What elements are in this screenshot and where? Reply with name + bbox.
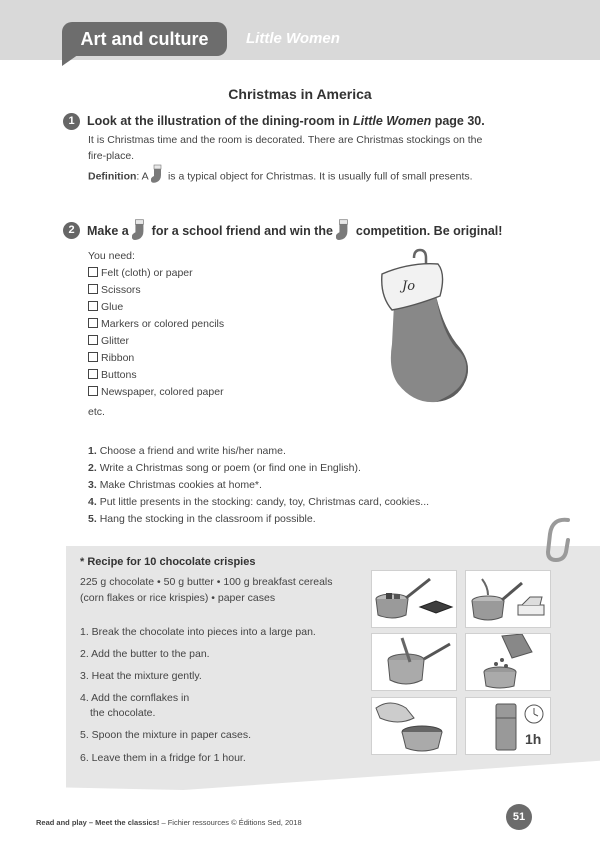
list-item: Newspaper, colored paper — [88, 384, 224, 401]
you-need-label: You need: — [88, 250, 135, 262]
definition-line: Definition: A is a typical object for Christmas. It is usually full of small presents. — [88, 164, 473, 189]
checkbox-icon — [88, 386, 98, 396]
steps-list — [88, 443, 429, 528]
paperclip-icon — [538, 516, 582, 566]
list-item: Felt (cloth) or paper — [88, 265, 224, 282]
list-item: 2. Write a Christmas song or poem (or find one in English). — [88, 462, 361, 474]
recipe-step: 3. Heat the mixture gently. — [80, 670, 202, 682]
stocking-name: Jo — [402, 279, 416, 294]
recipe-step-continued: the chocolate. — [90, 707, 156, 719]
section-tag: Art and culture — [62, 22, 227, 56]
picture-add-cornflakes — [465, 633, 551, 691]
list-item: Ribbon — [88, 350, 224, 367]
list-item: 1. Choose a friend and write his/her name. — [88, 445, 286, 457]
page-title: Christmas in America — [228, 86, 372, 102]
checkbox-icon — [88, 301, 98, 311]
exercise-1-heading: Look at the illustration of the dining-room in Little Women page 30. — [87, 114, 485, 128]
list-item: Scissors — [88, 282, 224, 299]
recipe-title: * Recipe for 10 chocolate crispies — [80, 556, 256, 568]
exercise-2-number: 2 — [63, 222, 80, 239]
list-item: Glitter — [88, 333, 224, 350]
recipe-step: 2. Add the butter to the pan. — [80, 648, 210, 660]
materials-list — [88, 248, 224, 421]
checkbox-icon — [88, 267, 98, 277]
book-title: Little Women — [246, 30, 340, 47]
recipe-step: 6. Leave them in a fridge for 1 hour. — [80, 752, 246, 764]
footer-credit: Read and play – Meet the classics! – Fichier ressources © Éditions Sed, 2018 — [36, 818, 302, 827]
picture-add-butter — [465, 570, 551, 628]
exercise-1-number: 1 — [63, 113, 80, 130]
picture-spoon-mixture — [371, 697, 457, 755]
list-item: 4. Put little presents in the stocking: candy, toy, Christmas card, cookies... — [88, 496, 430, 508]
recipe-ingredients: 225 g chocolate • 50 g butter • 100 g breakfast cereals (corn flakes or rice krispies) • paper cases — [80, 576, 333, 604]
stocking-icon — [132, 218, 148, 245]
list-item: Glue — [88, 299, 224, 316]
list-item: Markers or colored pencils — [88, 316, 224, 333]
etc-label: etc. — [88, 406, 105, 418]
checkbox-icon — [88, 335, 98, 345]
picture-heat-mixture — [371, 633, 457, 691]
stocking-body — [391, 296, 468, 402]
list-item: 5. Hang the stocking in the classroom if possible. — [88, 513, 316, 525]
list-item: 3. Make Christmas cookies at home*. — [88, 479, 262, 491]
recipe-step: 1. Break the chocolate into pieces into a large pan. — [80, 626, 316, 638]
fridge-time: 1h — [525, 731, 542, 747]
checkbox-icon — [88, 284, 98, 294]
checkbox-icon — [88, 369, 98, 379]
picture-break-chocolate — [371, 570, 457, 628]
checkbox-icon — [88, 352, 98, 362]
page-number: 51 — [506, 804, 532, 830]
list-item: Buttons — [88, 367, 224, 384]
checkbox-icon — [88, 318, 98, 328]
recipe-step: 4. Add the cornflakes in — [80, 692, 190, 704]
recipe-step: 5. Spoon the mixture in paper cases. — [80, 729, 252, 741]
stocking-icon — [151, 164, 165, 189]
exercise-1-text: It is Christmas time and the room is decorated. There are Christmas stockings on the fire-place. — [88, 134, 483, 162]
stocking-illustration — [374, 248, 478, 406]
exercise-2-heading: Make a for a school friend and win the competition. Be original! — [87, 218, 502, 245]
stocking-icon — [336, 218, 352, 245]
